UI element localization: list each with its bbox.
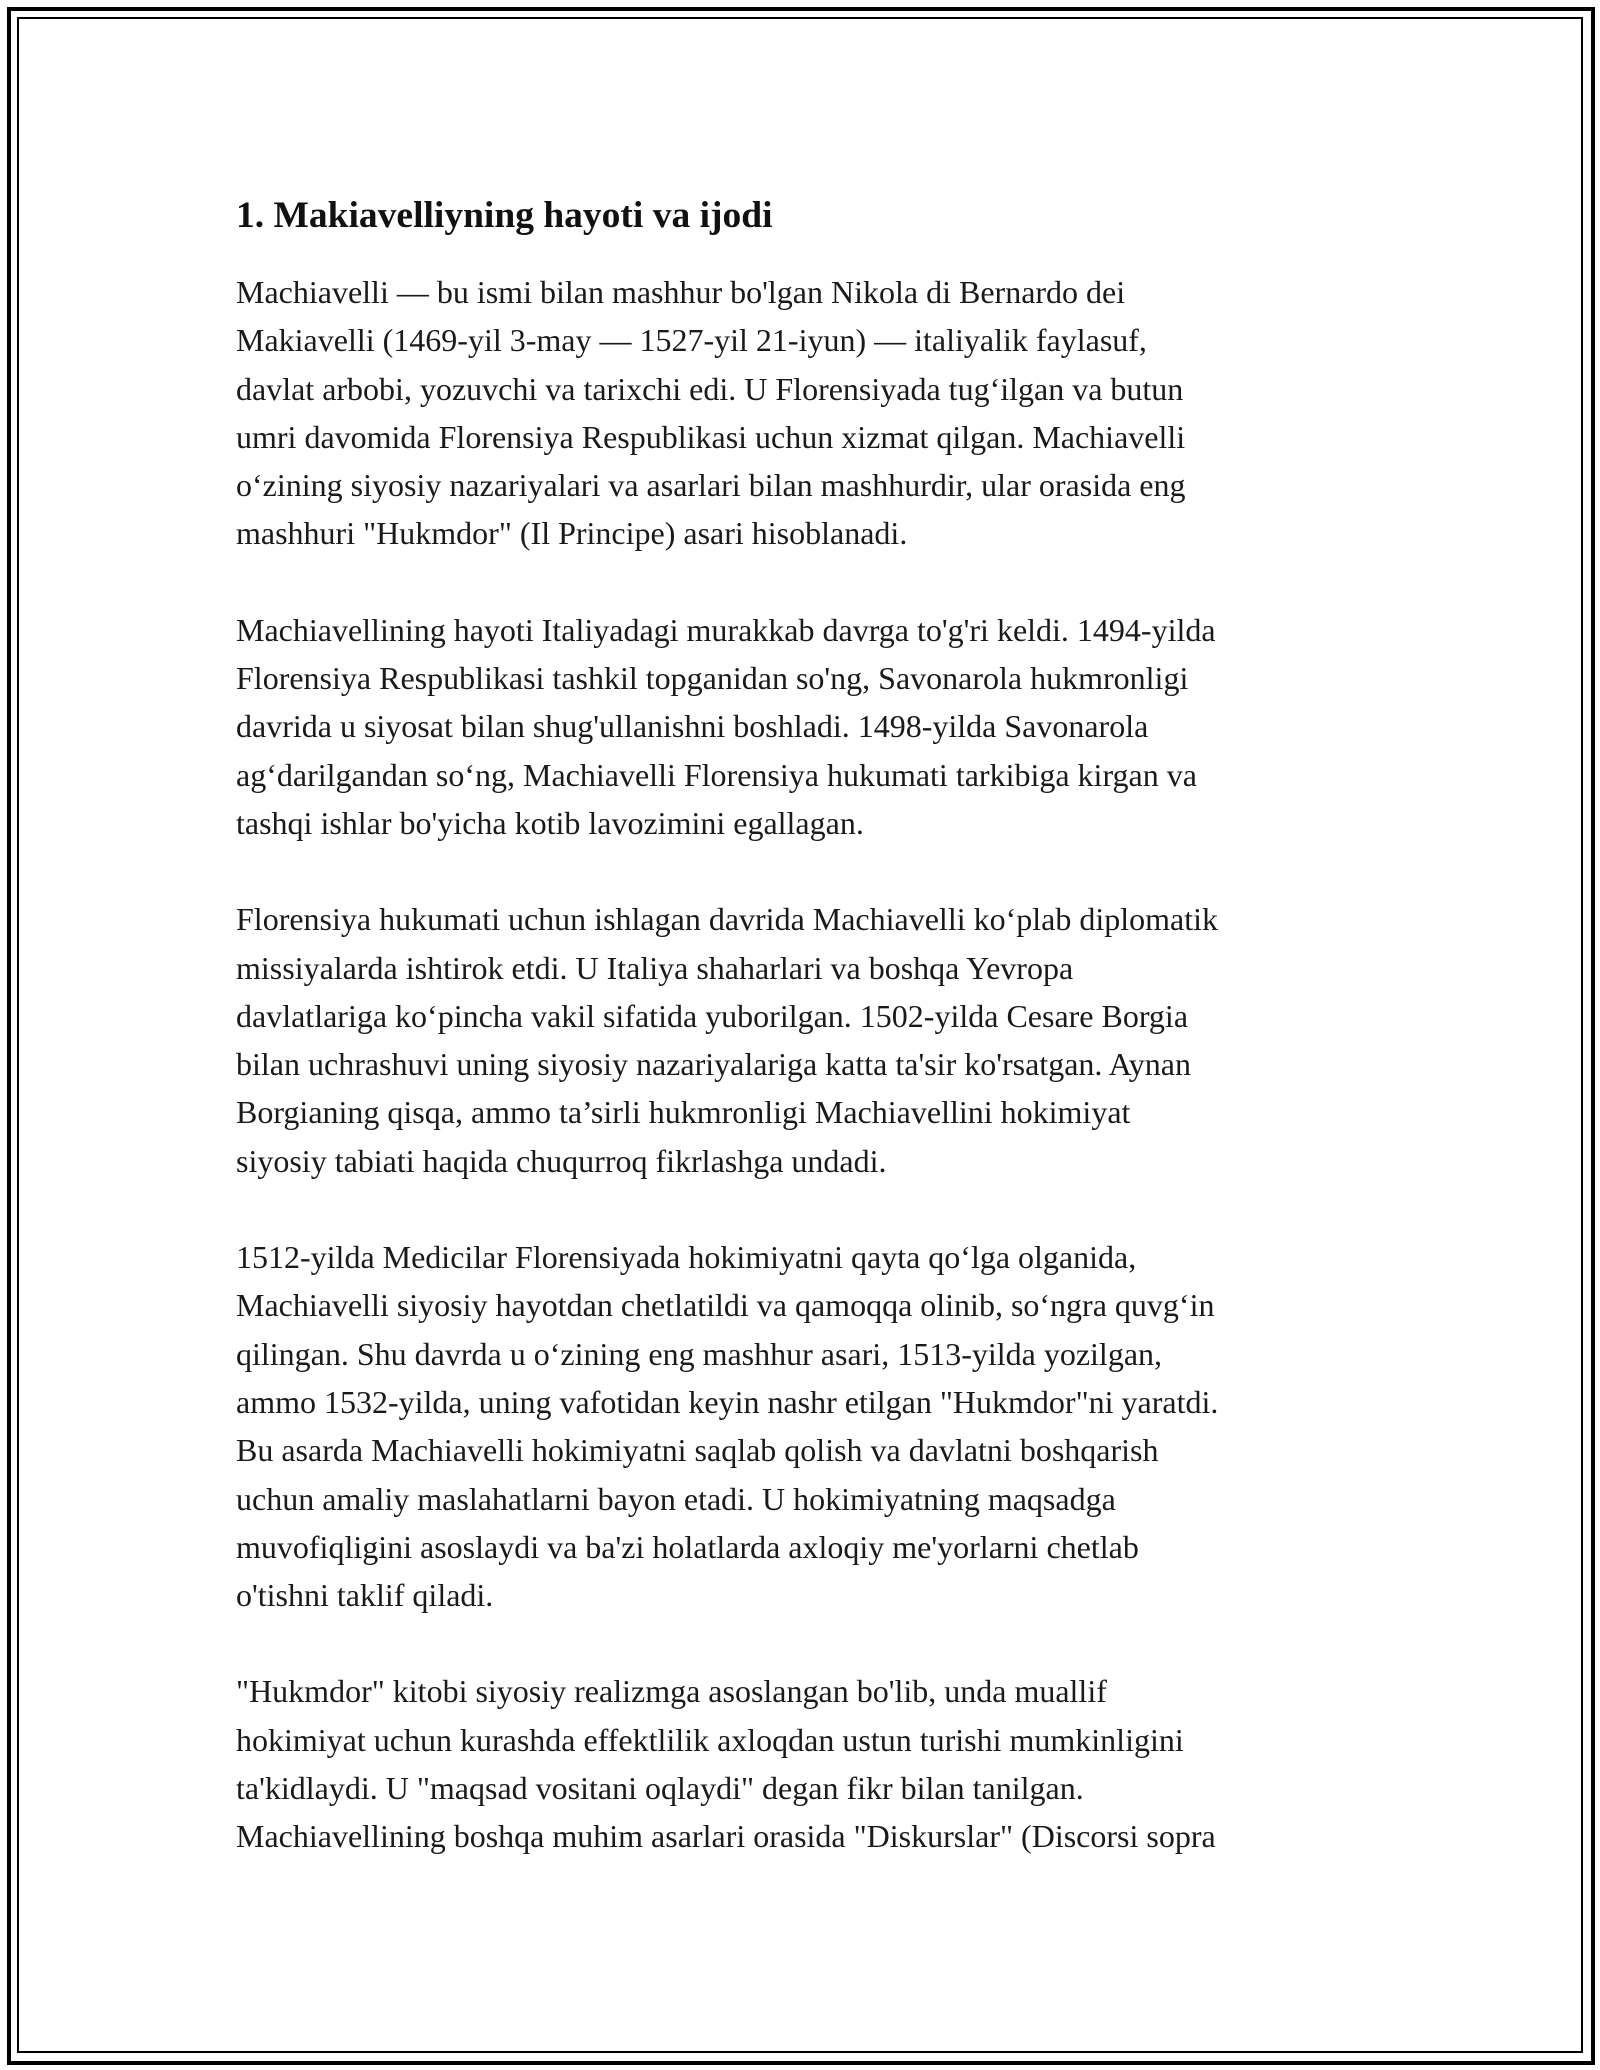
text-line: qilingan. Shu davrda u o‘zining eng mashhur asari, 1513-yilda yozilgan, <box>236 1335 1163 1372</box>
text-line: bilan uchrashuvi uning siyosiy nazariyalariga katta ta'sir ko'rsatgan. Aynan <box>236 1046 1191 1083</box>
paragraph-1 <box>236 268 1376 558</box>
text-line: muvofiqligini asoslaydi va ba'zi holatlarda axloqiy me'yorlarni chetlab <box>236 1528 1139 1565</box>
text-line: ag‘darilgandan so‘ng, Machiavelli Florensiya hukumati tarkibiga kirgan va <box>236 756 1197 793</box>
text-line: Florensiya hukumati uchun ishlagan davrida Machiavelli ko‘plab diplomatik <box>236 901 1218 938</box>
text-line: Borgianing qisqa, ammo ta’sirli hukmronligi Machiavellini hokimiyat <box>236 1094 1131 1131</box>
section-heading: 1. Makiavelliyning hayoti va ijodi <box>236 195 773 236</box>
paragraph-5 <box>236 1667 1376 1860</box>
text-line: mashhuri "Hukmdor" (Il Principe) asari hisoblanadi. <box>236 515 908 552</box>
text-line: Florensiya Respublikasi tashkil topganidan so'ng, Savonarola hukmronligi <box>236 660 1189 697</box>
text-line: uchun amaliy maslahatlarni bayon etadi. U hokimiyatning maqsadga <box>236 1480 1116 1517</box>
text-line: missiyalarda ishtirok etdi. U Italiya shaharlari va boshqa Yevropa <box>236 949 1074 986</box>
text-line: siyosiy tabiati haqida chuqurroq fikrlashga undadi. <box>236 1142 887 1179</box>
text-line: hokimiyat uchun kurashda effektlilik axloqdan ustun turishi mumkinligini <box>236 1721 1184 1758</box>
text-line: davlat arbobi, yozuvchi va tarixchi edi. U Florensiyada tug‘ilgan va butun <box>236 370 1184 407</box>
text-line: Machiavelli — bu ismi bilan mashhur bo'lgan Nikola di Bernardo dei <box>236 274 1126 310</box>
text-line: Bu asarda Machiavelli hokimiyatni saqlab qolish va davlatni boshqarish <box>236 1432 1159 1469</box>
text-line: o'tishni taklif qiladi. <box>236 1577 494 1614</box>
document-body <box>236 186 1376 1909</box>
text-line: Machiavellining boshqa muhim asarlari orasida "Diskurslar" (Discorsi sopra <box>236 1818 1216 1855</box>
paragraph-3 <box>236 895 1376 1185</box>
text-line: Makiavelli (1469-yil 3-may — 1527-yil 21-iyun) — italiyalik faylasuf, <box>236 322 1147 359</box>
text-line: ta'kidlaydi. U "maqsad vositani oqlaydi" degan fikr bilan tanilgan. <box>236 1770 1084 1807</box>
text-line: "Hukmdor" kitobi siyosiy realizmga asoslangan bo'lib, unda muallif <box>236 1673 1107 1710</box>
text-line: o‘zining siyosiy nazariyalari va asarlari bilan mashhurdir, ular orasida eng <box>236 467 1186 504</box>
text-line: davlatlariga ko‘pincha vakil sifatida yuborilgan. 1502-yilda Cesare Borgia <box>236 997 1189 1034</box>
text-line: tashqi ishlar bo'yicha kotib lavozimini egallagan. <box>236 804 864 841</box>
paragraph-2 <box>236 606 1376 847</box>
text-line: 1512-yilda Medicilar Florensiyada hokimiyatni qayta qo‘lga olganida, <box>236 1239 1137 1276</box>
text-line: umri davomida Florensiya Respublikasi uchun xizmat qilgan. Machiavelli <box>236 418 1186 455</box>
text-line: Machiavellining hayoti Italiyadagi murakkab davrga to'g'ri keldi. 1494-yilda <box>236 611 1216 648</box>
paragraph-4 <box>236 1233 1376 1619</box>
text-line: davrida u siyosat bilan shug'ullanishni boshladi. 1498-yilda Savonarola <box>236 708 1149 745</box>
text-line: ammo 1532-yilda, uning vafotidan keyin nashr etilgan "Hukmdor"ni yaratdi. <box>236 1383 1219 1420</box>
text-line: Machiavelli siyosiy hayotdan chetlatildi va qamoqqa olinib, so‘ngra quvg‘in <box>236 1287 1215 1324</box>
